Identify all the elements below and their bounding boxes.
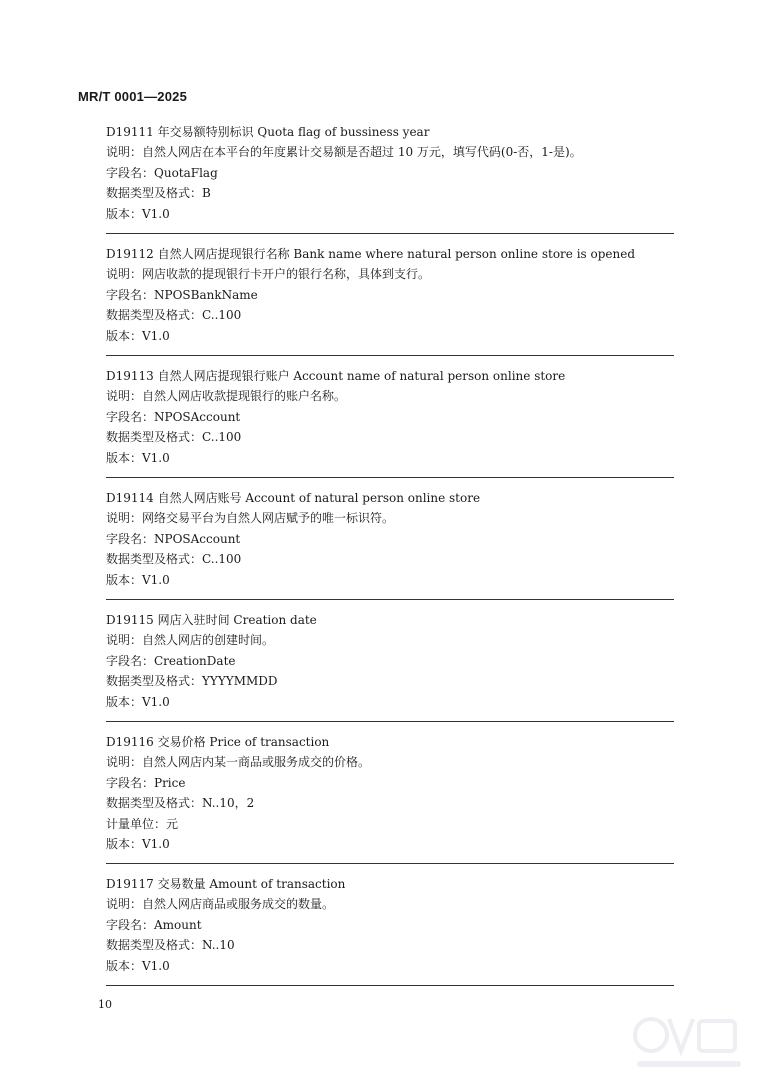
data-element-list (106, 122, 674, 996)
entry-data-type: 数据类型及格式：YYYYMMDD (106, 674, 278, 689)
entry-version: 版本：V1.0 (106, 206, 170, 221)
data-element-entry (106, 874, 674, 996)
entry-divider (106, 721, 674, 722)
entry-description: 说明：网店收款的提现银行卡开户的银行名称，具体到支行。 (106, 267, 431, 282)
entry-divider (106, 233, 674, 234)
entry-data-type: 数据类型及格式：C..100 (106, 308, 242, 323)
page-number: 10 (98, 998, 112, 1011)
entry-field-name: 字段名：QuotaFlag (106, 165, 218, 180)
entry-field-name: 字段名：Amount (106, 917, 202, 932)
entry-title: D19111 年交易额特别标识 Quota flag of bussiness year (106, 125, 430, 139)
standard-code: MR/T 0001—2025 (78, 89, 188, 104)
entry-data-type: 数据类型及格式：C..100 (106, 430, 242, 445)
entry-divider (106, 355, 674, 356)
entry-divider (106, 985, 674, 986)
entry-title: D19113 自然人网店提现银行账户 Account name of natural person online store (106, 369, 566, 383)
entry-data-type: 数据类型及格式：B (106, 186, 211, 201)
entry-title: D19117 交易数量 Amount of transaction (106, 877, 346, 891)
entry-version: 版本：V1.0 (106, 837, 170, 852)
entry-description: 说明：自然人网店在本平台的年度累计交易额是否超过 10 万元，填写代码(0-否，1-是)。 (106, 145, 582, 160)
entry-field-name: 字段名：NPOSBankName (106, 287, 258, 302)
entry-version: 版本：V1.0 (106, 694, 170, 709)
entry-data-type: 数据类型及格式：N..10，2 (106, 796, 255, 811)
data-element-entry (106, 610, 674, 732)
data-element-entry (106, 122, 674, 244)
entry-data-type: 数据类型及格式：C..100 (106, 552, 242, 567)
entry-description: 说明：自然人网店内某一商品或服务成交的价格。 (106, 755, 371, 770)
entry-description: 说明：网络交易平台为自然人网店赋予的唯一标识符。 (106, 511, 395, 526)
entry-data-type: 数据类型及格式：N..10 (106, 938, 235, 953)
data-element-entry (106, 488, 674, 610)
entry-version: 版本：V1.0 (106, 328, 170, 343)
entry-divider (106, 599, 674, 600)
entry-description: 说明：自然人网店的创建时间。 (106, 633, 275, 648)
entry-field-name: 字段名：Price (106, 775, 186, 790)
data-element-entry (106, 244, 674, 366)
entry-field-name: 字段名：NPOSAccount (106, 531, 241, 546)
data-element-entry (106, 366, 674, 488)
entry-unit: 计量单位：元 (106, 816, 179, 831)
entry-title: D19115 网店入驻时间 Creation date (106, 613, 317, 627)
entry-description: 说明：自然人网店商品或服务成交的数量。 (106, 897, 335, 912)
entry-version: 版本：V1.0 (106, 450, 170, 465)
entry-version: 版本：V1.0 (106, 572, 170, 587)
entry-divider (106, 477, 674, 478)
watermark-logo (629, 1005, 749, 1075)
entry-title: D19114 自然人网店账号 Account of natural person online store (106, 491, 481, 505)
entry-title: D19112 自然人网店提现银行名称 Bank name where natural person online store is opened (106, 247, 636, 261)
entry-field-name: 字段名：NPOSAccount (106, 409, 241, 424)
entry-description: 说明：自然人网店收款提现银行的账户名称。 (106, 389, 347, 404)
entry-version: 版本：V1.0 (106, 958, 170, 973)
entry-title: D19116 交易价格 Price of transaction (106, 735, 330, 749)
data-element-entry (106, 732, 674, 874)
entry-field-name: 字段名：CreationDate (106, 653, 236, 668)
entry-divider (106, 863, 674, 864)
